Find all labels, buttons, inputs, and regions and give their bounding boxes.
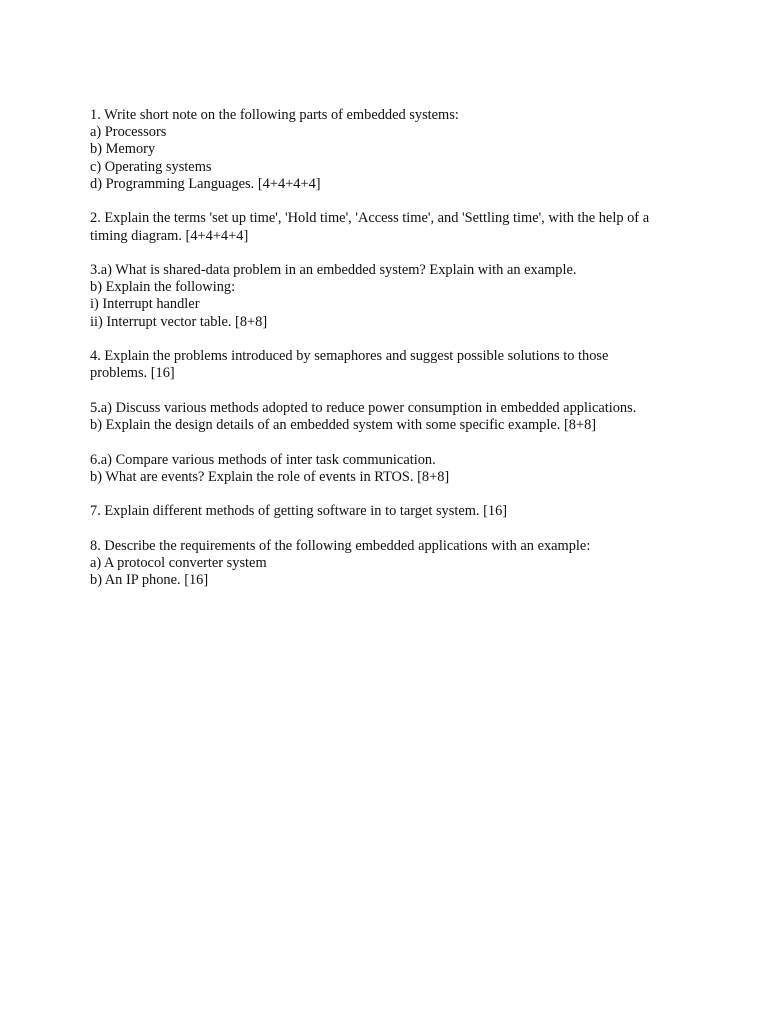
question-2-line-1: 2. Explain the terms 'set up time', 'Hold time', 'Access time', and 'Settling time', with the help of a	[90, 210, 650, 227]
question-4-line-2: problems. [16]	[90, 365, 175, 382]
question-7-line-1: 7. Explain different methods of getting software in to target system. [16]	[90, 503, 508, 520]
question-6-line-2: b) What are events? Explain the role of events in RTOS. [8+8]	[90, 468, 450, 485]
question-3	[90, 262, 710, 331]
question-1	[90, 107, 710, 193]
question-1-line-2: a) Processors	[90, 124, 167, 141]
question-5-line-1: 5.a) Discuss various methods adopted to reduce power consumption in embedded applications.	[90, 399, 637, 416]
question-4	[90, 348, 710, 382]
question-1-line-1: 1. Write short note on the following parts of embedded systems:	[90, 107, 459, 123]
question-8-line-3: b) An IP phone. [16]	[90, 572, 209, 589]
question-3-line-4: ii) Interrupt vector table. [8+8]	[90, 313, 268, 330]
question-8-line-1: 8. Describe the requirements of the following embedded applications with an example:	[90, 537, 591, 554]
question-5-line-2: b) Explain the design details of an embedded system with some specific example. [8+8]	[90, 417, 597, 434]
question-7	[90, 503, 710, 520]
question-1-line-4: c) Operating systems	[90, 158, 212, 175]
question-1-line-3: b) Memory	[90, 141, 156, 158]
question-8	[90, 538, 710, 590]
question-4-line-1: 4. Explain the problems introduced by semaphores and suggest possible solutions to those	[90, 348, 609, 365]
question-8-line-2: a) A protocol converter system	[90, 554, 267, 571]
question-3-line-2: b) Explain the following:	[90, 279, 236, 296]
question-2	[90, 210, 710, 244]
question-3-line-1: 3.a) What is shared-data problem in an embedded system? Explain with an example.	[90, 262, 577, 279]
question-list	[90, 107, 710, 607]
question-6	[90, 452, 710, 486]
question-3-line-3: i) Interrupt handler	[90, 296, 200, 313]
question-5	[90, 400, 710, 434]
question-1-line-5: d) Programming Languages. [4+4+4+4]	[90, 175, 321, 192]
question-6-line-1: 6.a) Compare various methods of inter task communication.	[90, 451, 436, 468]
question-2-line-2: timing diagram. [4+4+4+4]	[90, 227, 249, 244]
